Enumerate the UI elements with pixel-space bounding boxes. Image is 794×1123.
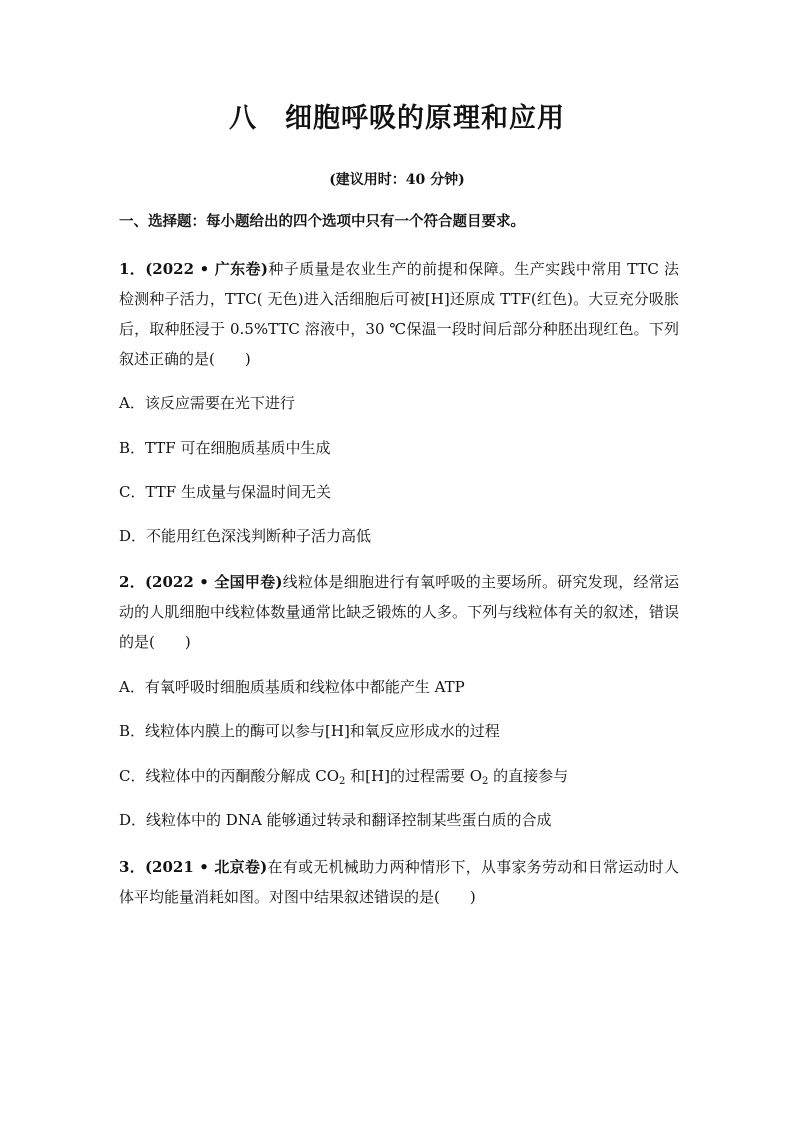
- option-text: C．线粒体中的丙酮酸分解成 CO: [119, 767, 340, 785]
- question-number: 1．: [119, 260, 146, 278]
- question-stem: 在有或无机械助力两种情形下，从事家务劳动和日常运动时人体平均能量消耗如图。对图中结果叙述错误的是( ): [119, 858, 679, 906]
- question-number: 2．: [119, 573, 145, 591]
- question-number: 3．: [119, 858, 145, 876]
- question-1-option-c[interactable]: C．TTF 生成量与保温时间无关: [119, 483, 331, 501]
- question-source: (2021 • 北京卷): [144, 858, 268, 876]
- question-stem: 线粒体是细胞进行有氧呼吸的主要场所。研究发现，经常运动的人肌细胞中线粒体数量通常比缺乏锻炼的人多。下列与线粒体有关的叙述，错误的是( ): [119, 573, 680, 651]
- question-2: [119, 567, 679, 657]
- question-1: [119, 254, 679, 374]
- suggested-time: (建议用时：40 分钟): [329, 172, 465, 188]
- subscript: 2: [482, 776, 489, 787]
- question-source: (2022 • 全国甲卷): [144, 573, 283, 591]
- page-title: 八 细胞呼吸的原理和应用: [229, 103, 565, 134]
- question-source: (2022 • 广东卷): [145, 260, 269, 278]
- option-text: 和[H]的过程需要 O: [345, 767, 483, 785]
- question-1-option-d[interactable]: D．不能用红色深浅判断种子活力高低: [119, 527, 372, 545]
- section-heading: 一、选择题：每小题给出的四个选项中只有一个符合题目要求。: [119, 213, 525, 230]
- question-2-option-c[interactable]: [119, 765, 568, 787]
- question-3: [119, 852, 679, 912]
- subscript: 2: [339, 776, 346, 787]
- question-2-option-b[interactable]: B．线粒体内膜上的酶可以参与[H]和氧反应形成水的过程: [119, 722, 500, 740]
- question-1-option-b[interactable]: B．TTF 可在细胞质基质中生成: [119, 439, 331, 457]
- question-stem: 种子质量是农业生产的前提和保障。生产实践中常用 TTC 法检测种子活力，TTC( 无色)进入活细胞后可被[H]还原成 TTF(红色)。大豆充分吸胀后，取种胚浸于 0.5%TTC 溶液中，30 ℃保温一段时间后部分种胚出现红色。下列叙述正确的是( ): [119, 260, 679, 368]
- question-2-option-d[interactable]: D．线粒体中的 DNA 能够通过转录和翻译控制某些蛋白质的合成: [119, 811, 552, 829]
- question-2-option-a[interactable]: A．有氧呼吸时细胞质基质和线粒体中都能产生 ATP: [119, 678, 465, 696]
- question-1-option-a[interactable]: A．该反应需要在光下进行: [119, 394, 295, 412]
- option-text: 的直接参与: [488, 767, 569, 785]
